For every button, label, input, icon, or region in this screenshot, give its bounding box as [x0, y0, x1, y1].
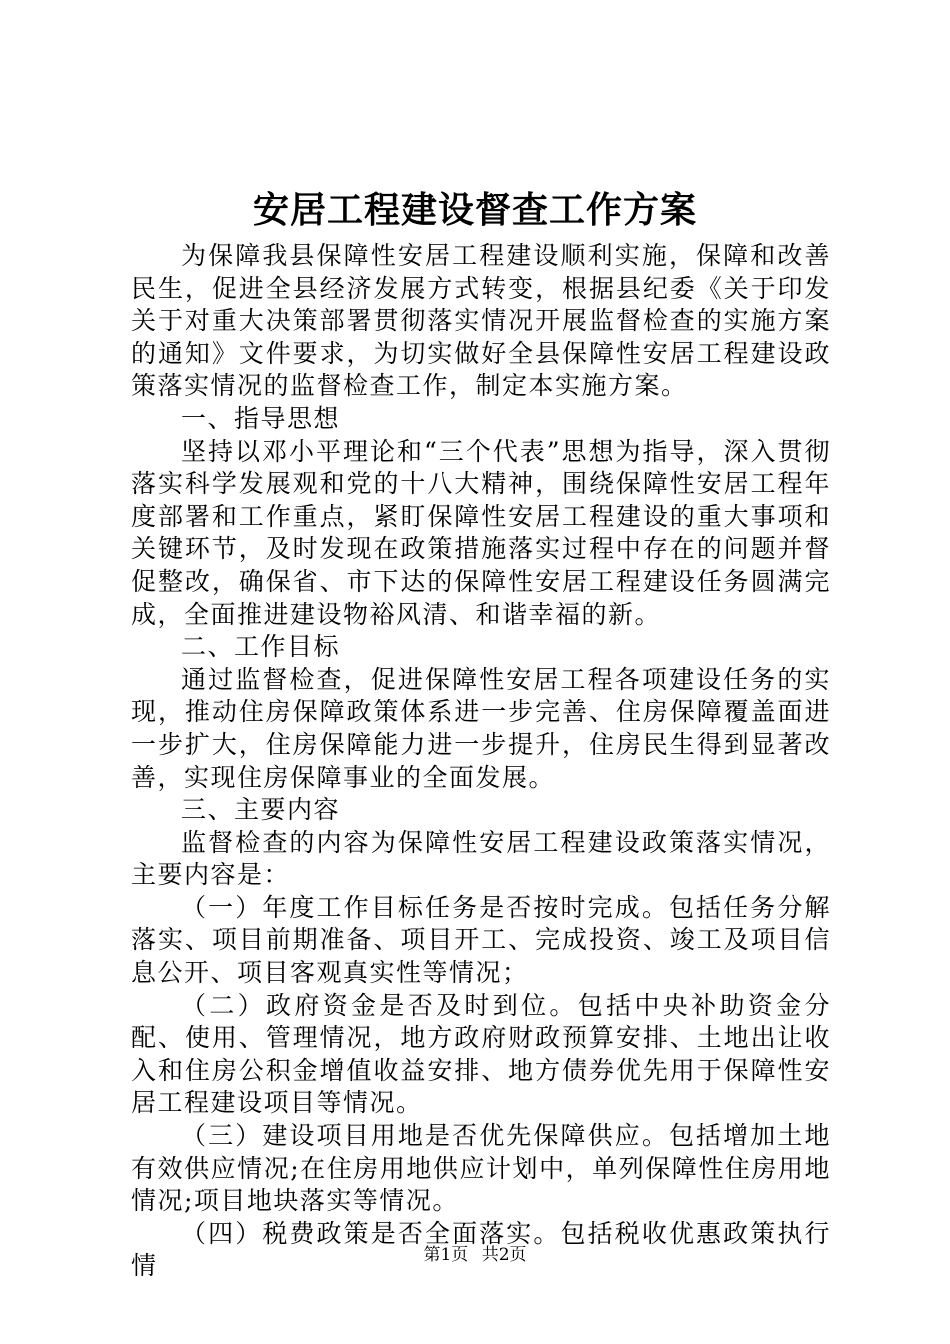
page-number: 第1页	[423, 1245, 469, 1265]
section-heading-work-goals: 二、工作目标	[181, 632, 341, 662]
sub-item-3: （三）建设项目用地是否优先保障供应。包括增加土地有效供应情况;在住房用地供应计划中，单列保障性住房用地情况;项目地块落实等情况。	[131, 1121, 831, 1216]
sub-item-1: （一）年度工作目标任务是否按时完成。包括任务分解落实、项目前期准备、项目开工、完成投资、竣工及项目信息公开、项目客观真实性等情况；	[131, 892, 831, 988]
page-footer	[0, 1243, 950, 1267]
intro-paragraph: 为保障我县保障性安居工程建设顺利实施，保障和改善民生，促进全县经济发展方式转变，根据县纪委《关于印发关于对重大决策部署贯彻落实情况开展监督检查的实施方案的通知》文件要求，为切实做好全县保障性安居工程建设政策落实情况的监督检查工作，制定本实施方案。	[131, 241, 831, 401]
document-body	[131, 240, 831, 1283]
work-goals-paragraph: 通过监督检查，促进保障性安居工程各项建设任务的实现，推动住房保障政策体系进一步完善、住房保障覆盖面进一步扩大，住房保障能力进一步提升，住房民生得到显著改善，实现住房保障事业的全面发展。	[131, 664, 831, 792]
sub-item-4: （四）税费政策是否全面落实。包括税收优惠政策执行情	[131, 1218, 831, 1281]
guiding-ideology-paragraph: 坚持以邓小平理论和“三个代表”思想为指导，深入贯彻落实科学发展观和党的十八大精神，围绕保障性安居工程年度部署和工作重点，紧盯保障性安居工程建设的重大事项和关键环节，及时发现在政策措施落实过程中存在的问题并督促整改，确保省、市下达的保障性安居工程建设任务圆满完成，全面推进建设物裕风清、和谐幸福的新。	[131, 436, 831, 629]
document-title: 安居工程建设督查工作方案	[252, 189, 697, 231]
page-total: 共2页	[481, 1245, 527, 1265]
sub-item-2: （二）政府资金是否及时到位。包括中央补助资金分配、使用、管理情况，地方政府财政预算安排、土地出让收入和住房公积金增值收益安排、地方债券优先用于保障性安居工程建设项目等情况。	[131, 990, 831, 1118]
section-heading-guiding-ideology: 一、指导思想	[181, 403, 341, 433]
section-heading-main-content: 三、主要内容	[181, 795, 341, 825]
main-content-paragraph: 监督检查的内容为保障性安居工程建设政策落实情况，主要内容是：	[131, 827, 831, 890]
